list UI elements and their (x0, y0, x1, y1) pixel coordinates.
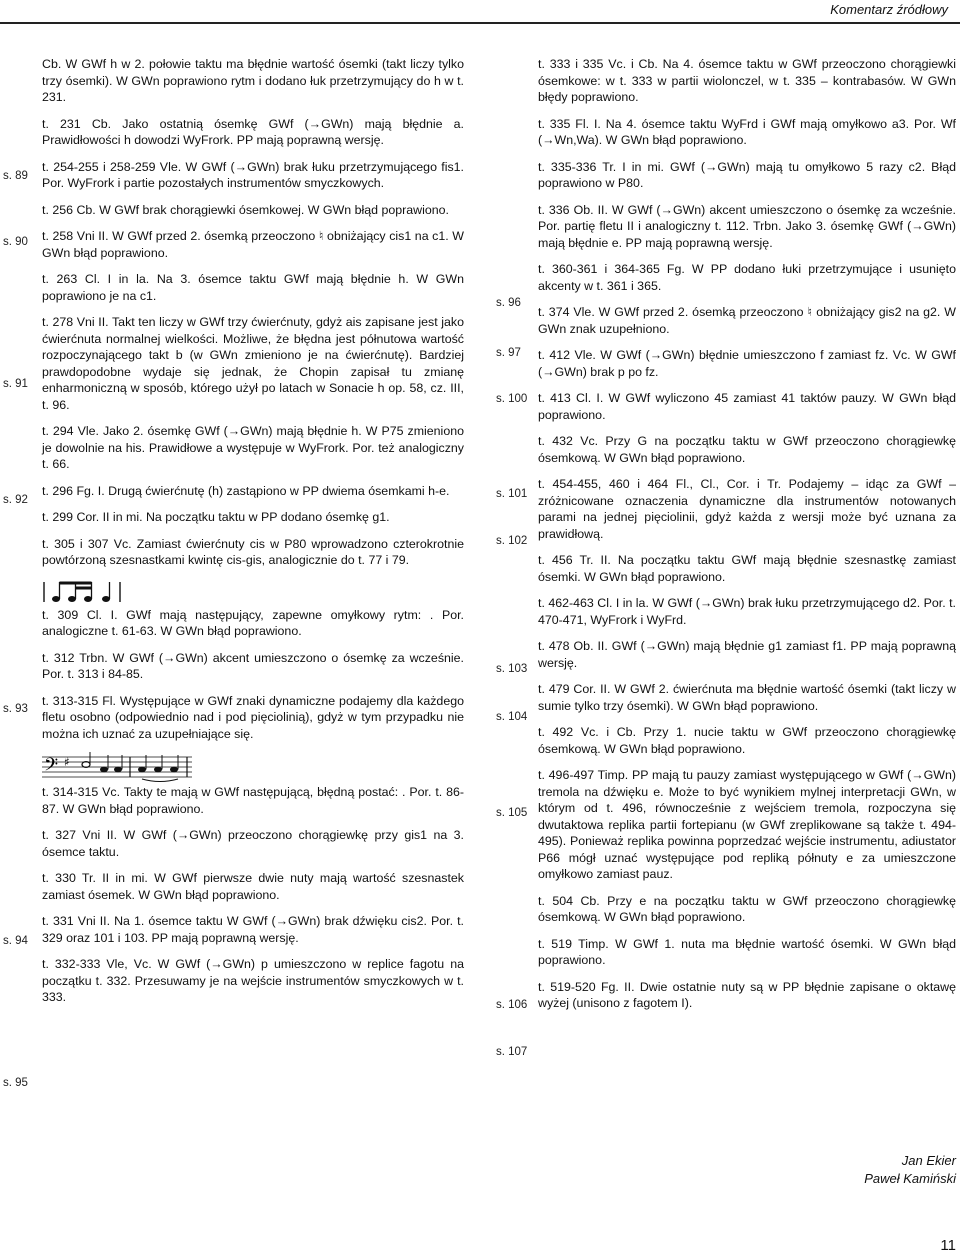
commentary-entry: t. 496-497 Timp. PP mają tu pauzy zamiast występującego w GWf (→GWn) tremola na dźwięku e. Może to być wynikiem mylnej interpretacji GWn, w którym od t. 496, równocześnie z wejściem tremola, rozpoczyna się dwutaktowa replika partii fortepianu (w GWf zreplikowane są także t. 494-495). Ponieważ replika powinna poprzedzać wejście instrumentu, adiustator P66 mógł uznać występujące pod repliką półnuty e za umieszczone omyłkowo zamiast pauz. (538, 768, 956, 881)
commentary-entry: t. 327 Vni II. W GWf (→GWn) przeoczono chorągiewkę przy gis1 na 3. ósemce taktu. (42, 828, 464, 859)
commentary-entry: t. 519 Timp. W GWf 1. nuta ma błędnie wartość ósemki. W GWn błąd poprawiono. (538, 936, 956, 967)
commentary-entry: t. 504 Cb. Przy e na początku taktu w GWf przeoczono chorągiewkę ósemkową. W GWn błąd poprawiono. (538, 893, 956, 924)
signature-line: Paweł Kamiński (864, 1171, 956, 1186)
margin-ref: s. 93 (3, 703, 28, 715)
commentary-entry: t. 254-255 i 258-259 Vle. W GWf (→GWn) brak łuku przetrzymującego fis1. Por. WyFrork i partie pozostałych instrumentów smyczkowych. (42, 159, 464, 190)
commentary-entry: t. 312 Trbn. W GWf (→GWn) akcent umieszczono o ósemkę za wcześnie. Por. t. 313 i 84-85. (42, 650, 464, 681)
margin-ref: s. 95 (3, 1077, 28, 1089)
commentary-entry: t. 479 Cor. II. W GWf 2. ćwierćnuta ma błędnie wartość ósemki (takt liczy w sumie tylko trzy ósemki). W GWn błąd poprawiono. (538, 682, 956, 713)
commentary-entry: t. 331 Vni II. Na 1. ósemce taktu W GWf (→GWn) brak dźwięku cis2. Por. t. 329 oraz 101 i 103. PP mają poprawną wersję. (42, 914, 464, 945)
commentary-entry: t. 309 Cl. I. GWf mają następujący, zapewne omyłkowy rytm: . Por. analogiczne t. 61-63. W GWn błąd poprawiono. (42, 607, 464, 638)
margin-ref: s. 105 (496, 807, 528, 819)
music-example-cello (42, 752, 464, 782)
commentary-entry: t. 335-336 Tr. I in mi. GWf (→GWn) mają tu omyłkowo 5 razy c2. Błąd poprawiono w P80. (538, 159, 956, 190)
margin-ref: s. 97 (496, 347, 521, 359)
commentary-entry: t. 256 Cb. W GWf brak chorągiewki ósemkowej. W GWn błąd poprawiono. (42, 202, 449, 217)
left-column (42, 56, 464, 1016)
rhythm-notation-icon (42, 579, 122, 605)
commentary-entry: t. 332-333 Vle, Vc. W GWf (→GWn) p umieszczono w replice fagotu na początku t. 332. Przesuwamy je na wejście instrumentów smyczkowych w t. 333. (42, 957, 464, 1004)
commentary-entry: t. 314-315 Vc. Takty te mają w GWf następującą, błędną postać: . Por. t. 86-87. W GWn błąd poprawiono. (42, 785, 464, 816)
commentary-entry: t. 336 Ob. II. W GWf (→GWn) akcent umieszczono o ósemkę za wcześnie. Por. partię fletu II i analogiczny t. 112. Trbn. Jako 3. ósemkę GWf (→GWn) mają błędnie e. PP mają poprawną wersję. (538, 202, 956, 250)
commentary-entry: t. 492 Vc. i Cb. Przy 1. nucie taktu w GWf przeoczono chorągiewkę ósemkową. W GWn błąd poprawiono. (538, 725, 956, 756)
margin-ref: s. 92 (3, 494, 28, 506)
signature-line: Jan Ekier (901, 1153, 956, 1168)
commentary-entry: t. 456 Tr. II. Na początku taktu GWf mają błędnie szesnastkę zamiast ósemki. W GWn błąd poprawiono. (538, 553, 956, 584)
commentary-entry: t. 294 Vle. Jako 2. ósemkę GWf (→GWn) mają błędnie h. W P75 zmieniono je dowolnie na his. Prawidłowe a występuje w WyFrork. Por. też analogiczny t. 66. (42, 424, 464, 471)
margin-ref: s. 96 (496, 297, 521, 309)
margin-ref: s. 104 (496, 711, 528, 723)
page-header-title: Komentarz źródłowy (830, 2, 948, 17)
music-example-rhythm (42, 579, 464, 605)
page-number: 11 (940, 1237, 956, 1254)
margin-ref: s. 100 (496, 393, 528, 405)
margin-ref: s. 90 (3, 236, 28, 248)
commentary-entry: t. 333 i 335 Vc. i Cb. Na 4. ósemce taktu w GWf przeoczono chorągiewki ósemkowe: w t. 333 w partii wiolonczel, w t. 335 – kontrabasów. W GWn błędy poprawiono. (538, 57, 956, 104)
commentary-entry: t. 374 Vle. W GWf przed 2. ósemką przeoczono ♮ obniżający gis2 na g2. W GWn znak uzupełniono. (538, 305, 956, 336)
commentary-entry: Cb. W GWf h w 2. połowie taktu ma błędnie wartość ósemki (takt liczy tylko trzy ósemki). W GWn poprawiono rytm i dodano łuk przetrzymujący do h w t. 231. (42, 57, 464, 104)
header-rule (0, 22, 960, 24)
signature (864, 1152, 956, 1188)
svg-text:♯: ♯ (64, 755, 70, 769)
commentary-entry: t. 258 Vni II. W GWf przed 2. ósemką przeoczono ♮ obniżający cis1 na c1. W GWn błąd poprawiono. (42, 229, 464, 260)
commentary-entry: t. 462-463 Cl. I in la. W GWf (→GWn) brak łuku przetrzymującego d2. Por. t. 470-471, WyFrork i WyFrd. (538, 596, 956, 627)
commentary-entry: t. 231 Cb. Jako ostatnią ósemkę GWf (→GWn) mają błędnie a. Prawidłowości h dowodzi WyFrork. PP mają poprawną wersję. (42, 116, 464, 147)
commentary-entry: t. 296 Fg. I. Drugą ćwierćnutę (h) zastąpiono w PP dwiema ósemkami h-e. (42, 483, 450, 498)
margin-ref: s. 103 (496, 663, 528, 675)
commentary-entry: t. 413 Cl. I. W GWf wyliczono 45 zamiast 41 taktów pauzy. W GWn błąd poprawiono. (538, 391, 956, 422)
commentary-entry: t. 313-315 Fl. Występujące w GWf znaki dynamiczne podajemy dla każdego fletu osobno (odpowiednio nad i pod pięciolinią), gdyż w tym przypadku nie można ich uznać za uzupełniające się. (42, 693, 464, 741)
commentary-entry: t. 335 Fl. I. Na 4. ósemce taktu WyFrd i GWf mają omyłkowo a3. Por. Wf (→Wn,Wa). W GWn błąd poprawiono. (538, 116, 956, 147)
right-column (538, 56, 956, 1022)
commentary-entry: t. 454-455, 460 i 464 Fl., Cl., Cor. i Tr. Podajemy – idąc za GWf – zróżnicowane oznaczenia dynamiczne dla instrumentów notowanych parami na jednej pięciolinii, gdyż każda z wersji może być uznana za prawidłową. (538, 477, 956, 541)
margin-ref: s. 101 (496, 488, 528, 500)
commentary-entry: t. 412 Vle. W GWf (→GWn) błędnie umieszczono f zamiast fz. Vc. W GWf (→GWn) brak p po fz. (538, 348, 956, 379)
bass-clef-notation-icon (42, 752, 192, 782)
margin-ref: s. 89 (3, 170, 28, 182)
commentary-entry: t. 360-361 i 364-365 Fg. W PP dodano łuki przetrzymujące i usunięto akcenty w t. 361 i 365. (538, 262, 956, 293)
commentary-entry: t. 432 Vc. Przy G na początku taktu w GWf przeoczono chorągiewkę ósemkową. W GWn błąd poprawiono. (538, 434, 956, 465)
commentary-entry: t. 278 Vni II. Takt ten liczy w GWf trzy ćwierćnuty, gdyż ais zapisane jest jako ćwierćnuta normalnej wielkości. Możliwe, że błędna jest półnutowa wartość rozpoczynającego takt b (w GWn zmieniono je na ćwierćnutę). Bardziej prawdopodobne wydaje się jednak, że Chopin zapisał tu zmianę enharmoniczną w sposób, którego użył po latach w Sonacie h op. 58, cz. III, t. 96. (42, 315, 464, 412)
margin-ref: s. 107 (496, 1046, 528, 1058)
commentary-entry: t. 263 Cl. I in la. Na 3. ósemce taktu GWf mają błędnie h. W GWn poprawiono je na c1. (42, 272, 464, 303)
commentary-entry: t. 519-520 Fg. II. Dwie ostatnie nuty są w PP błędnie zapisane o oktawę wyżej (unisono z fagotem I). (538, 979, 956, 1010)
commentary-entry: t. 330 Tr. II in mi. W GWf pierwsze dwie nuty mają wartość szesnastek zamiast ósemek. W GWn błąd poprawiono. (42, 871, 464, 902)
commentary-entry: t. 305 i 307 Vc. Zamiast ćwierćnuty cis w P80 wprowadzono czterokrotnie powtórzoną szesnastkami kwintę cis-gis, analogicznie do t. 77 i 79. (42, 536, 464, 567)
margin-ref: s. 91 (3, 378, 28, 390)
commentary-entry: t. 299 Cor. II in mi. Na początku taktu w PP dodano ósemkę g1. (42, 510, 390, 524)
margin-ref: s. 94 (3, 935, 28, 947)
margin-ref: s. 102 (496, 535, 528, 547)
commentary-entry: t. 478 Ob. II. GWf (→GWn) mają błędnie g1 zamiast f1. PP mają poprawną wersję. (538, 639, 956, 670)
margin-ref: s. 106 (496, 999, 528, 1011)
svg-text:𝄢: 𝄢 (44, 755, 59, 780)
